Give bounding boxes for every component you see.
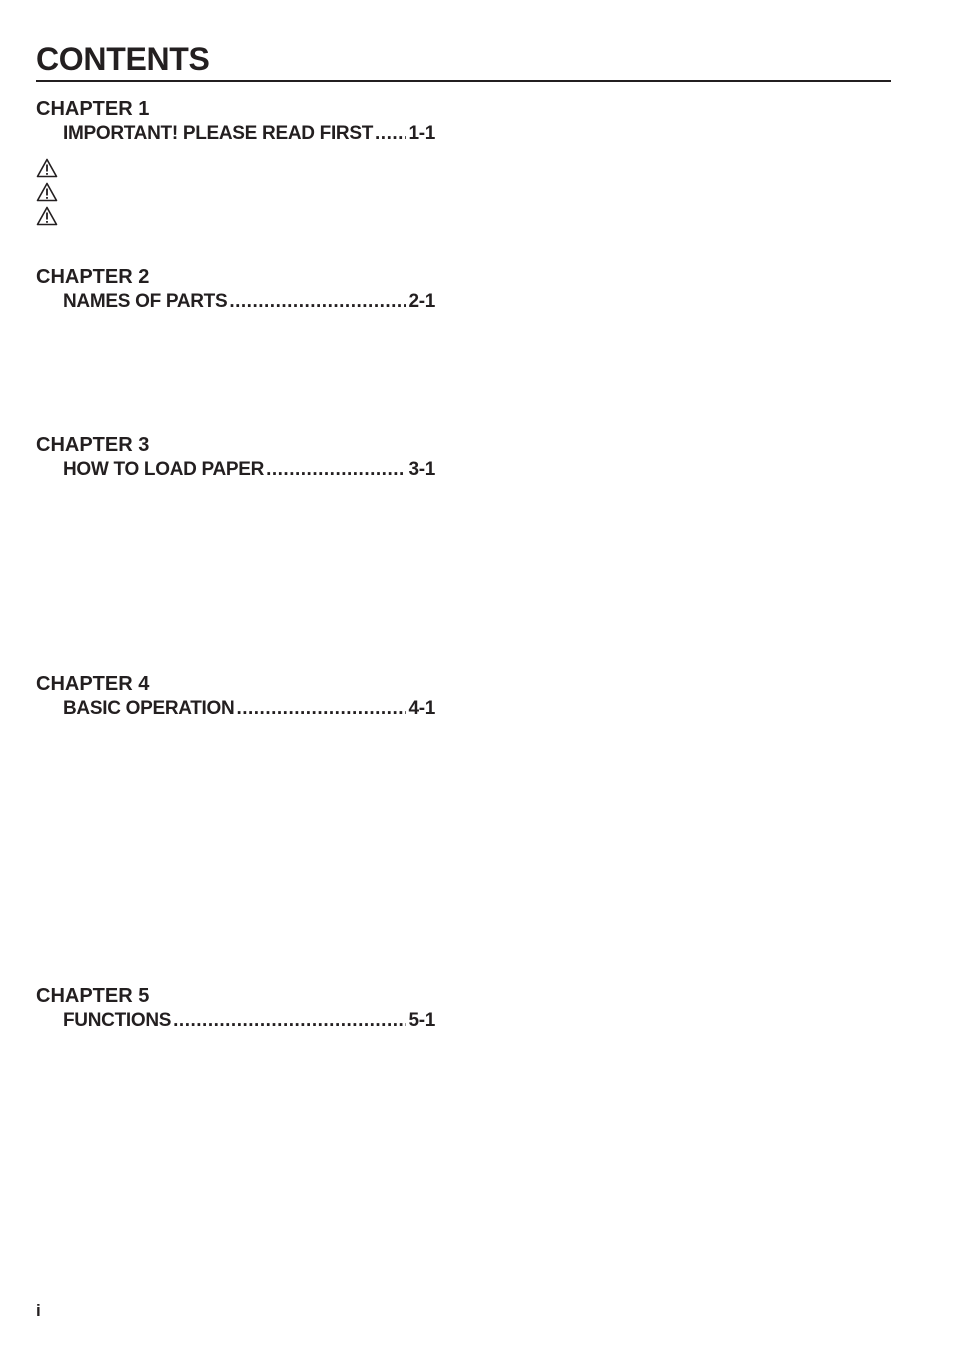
dot-leader bbox=[229, 289, 406, 314]
dot-leader bbox=[173, 1008, 406, 1033]
chapter-heading: CHAPTER 5 bbox=[36, 985, 150, 1007]
chapter-3 bbox=[36, 433, 436, 482]
toc-entry-functions[interactable] bbox=[63, 1008, 435, 1033]
warning-triangle-icon bbox=[36, 206, 58, 226]
toc-entry-important-please-read-first[interactable] bbox=[63, 121, 435, 146]
toc-entry-how-to-load-paper[interactable] bbox=[63, 457, 435, 482]
page-number: i bbox=[36, 1301, 41, 1320]
toc-entry-page: 2-1 bbox=[408, 291, 435, 312]
chapter-4 bbox=[36, 672, 436, 721]
toc-entry-basic-operation[interactable] bbox=[63, 696, 435, 721]
chapter-heading: CHAPTER 4 bbox=[36, 673, 150, 695]
toc-entry-label: NAMES OF PARTS bbox=[63, 291, 228, 312]
toc-entry-page: 4-1 bbox=[408, 698, 435, 719]
toc-entry-label: IMPORTANT! PLEASE READ FIRST bbox=[63, 123, 374, 144]
toc-entry-page: 1-1 bbox=[408, 123, 435, 144]
dot-leader bbox=[266, 457, 406, 482]
chapter-2 bbox=[36, 265, 436, 314]
dot-leader bbox=[375, 121, 406, 146]
chapter-heading: CHAPTER 1 bbox=[36, 98, 150, 120]
warning-triangle-icon bbox=[36, 158, 58, 178]
chapter-heading: CHAPTER 2 bbox=[36, 266, 150, 288]
toc-entry-label: BASIC OPERATION bbox=[63, 698, 235, 719]
toc-entry-page: 5-1 bbox=[408, 1010, 435, 1031]
toc-entry-label: HOW TO LOAD PAPER bbox=[63, 459, 265, 480]
dot-leader bbox=[236, 696, 406, 721]
warning-icon-list bbox=[36, 158, 58, 230]
chapter-5 bbox=[36, 984, 436, 1033]
title-rule bbox=[36, 80, 891, 82]
warning-triangle-icon bbox=[36, 182, 58, 202]
toc-entry-label: FUNCTIONS bbox=[63, 1010, 172, 1031]
toc-entry-names-of-parts[interactable] bbox=[63, 289, 435, 314]
toc-entry-page: 3-1 bbox=[408, 459, 435, 480]
page-title: CONTENTS bbox=[36, 41, 210, 77]
chapter-heading: CHAPTER 3 bbox=[36, 434, 150, 456]
chapter-1 bbox=[36, 97, 436, 146]
